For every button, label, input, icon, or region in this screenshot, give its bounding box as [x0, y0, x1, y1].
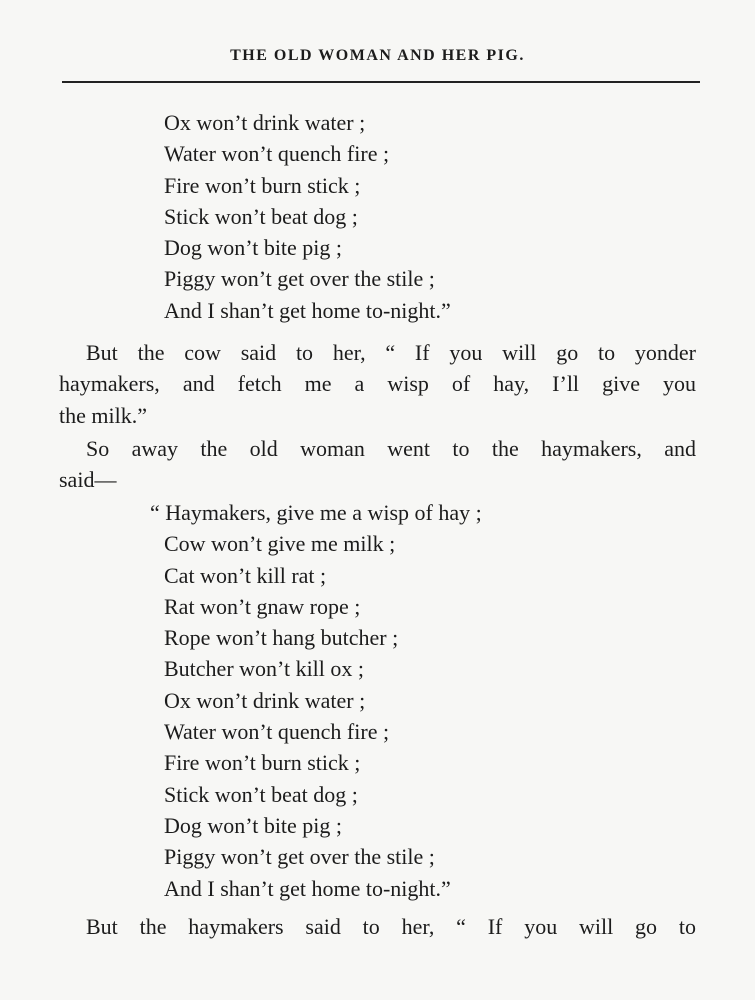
header-rule [62, 81, 700, 83]
paragraph-3 [86, 911, 696, 942]
verse-line: Water won’t quench fire ; [164, 141, 390, 167]
verse-line: Piggy won’t get over the stile ; [164, 844, 435, 870]
paragraph-line: So away the old woman went to the haymakers, and [86, 436, 696, 461]
verse-line: Rat won’t gnaw rope ; [164, 593, 361, 619]
paragraph-2 [59, 433, 696, 496]
paragraph-line: said— [59, 467, 117, 493]
verse-line: And I shan’t get home to-night.” [164, 875, 451, 901]
paragraph-line: But the cow said to her, “ If you will go to yonder [86, 340, 696, 365]
verse-line: And I shan’t get home to-night.” [164, 297, 451, 323]
verse-line: Fire won’t burn stick ; [164, 172, 361, 198]
verse-block-1 [164, 107, 451, 326]
paragraph-line: But the haymakers said to her, “ If you will go to [86, 914, 696, 939]
verse-line: Cat won’t kill rat ; [164, 562, 327, 588]
verse-line: Rope won’t hang butcher ; [164, 625, 399, 651]
verse-line: Stick won’t beat dog ; [164, 781, 358, 807]
verse-line: Piggy won’t get over the stile ; [164, 266, 435, 292]
verse-line: Dog won’t bite pig ; [164, 235, 343, 261]
paragraph-1 [59, 337, 696, 431]
verse-line: Ox won’t drink water ; [164, 110, 366, 135]
paragraph-line: haymakers, and fetch me a wisp of hay, I’ll give you [59, 371, 696, 397]
paragraph-line: the milk.” [59, 402, 147, 428]
verse-line: “ Haymakers, give me a wisp of hay ; [150, 500, 482, 525]
verse-line: Water won’t quench fire ; [164, 719, 390, 745]
verse-line: Butcher won’t kill ox ; [164, 656, 365, 682]
page-header: THE OLD WOMAN AND HER PIG. [230, 47, 525, 64]
verse-line: Dog won’t bite pig ; [164, 812, 343, 838]
verse-line: Stick won’t beat dog ; [164, 203, 358, 229]
verse-line: Fire won’t burn stick ; [164, 750, 361, 776]
verse-line: Cow won’t give me milk ; [164, 531, 396, 557]
verse-block-2 [150, 497, 482, 904]
verse-line: Ox won’t drink water ; [164, 687, 366, 713]
